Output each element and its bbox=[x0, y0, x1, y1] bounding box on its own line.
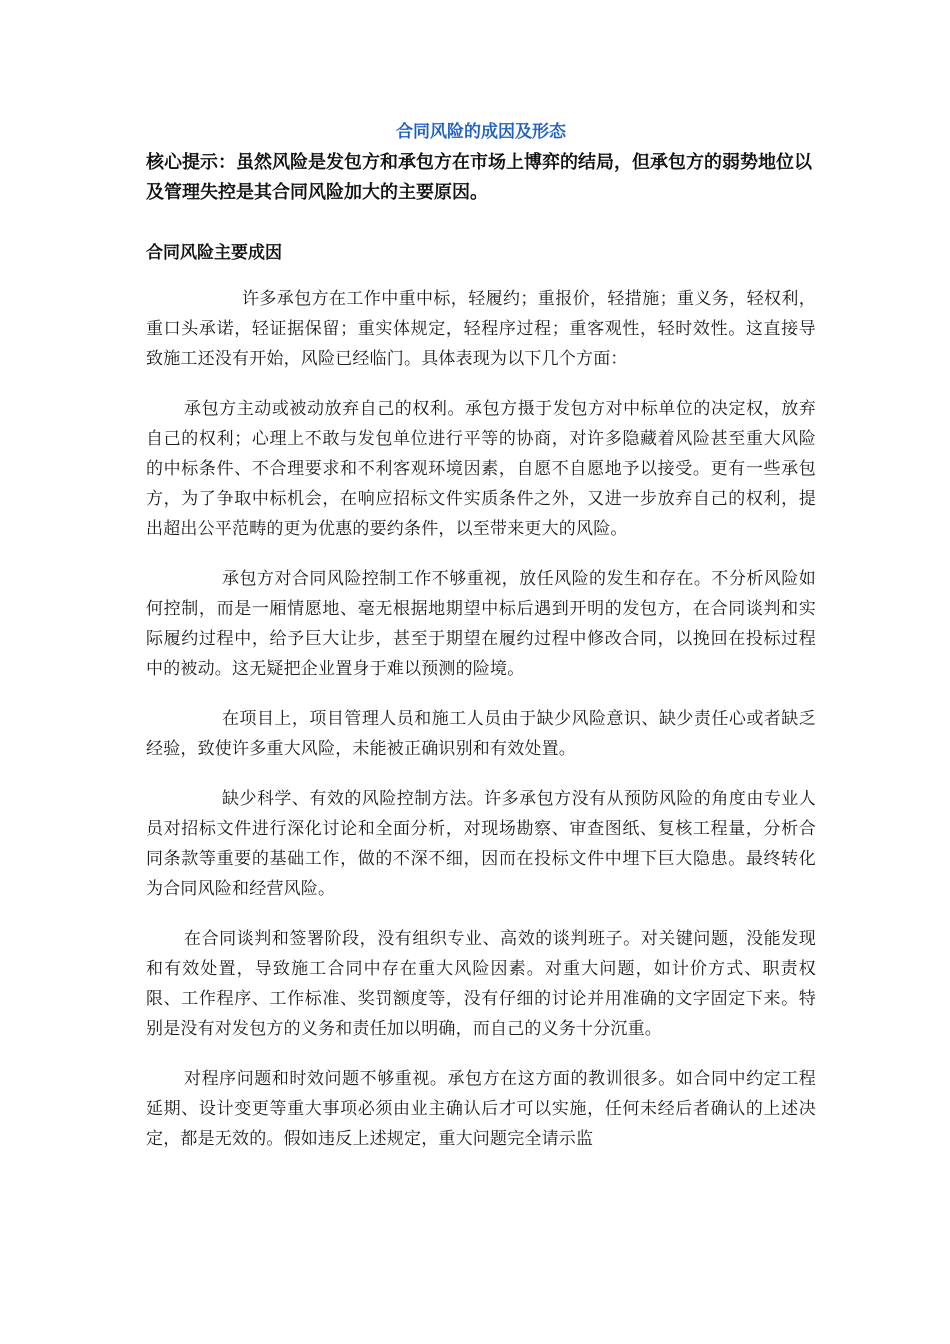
paragraph-project-staff: 在项目上，项目管理人员和施工人员由于缺少风险意识、缺少责任心或者缺乏经验，致使许多重大风险，未能被正确识别和有效处置。 bbox=[146, 709, 816, 759]
paragraph-procedure-timeliness: 对程序问题和时效问题不够重视。承包方在这方面的教训很多。如合同中约定工程延期、设计变更等重大事项必须由业主确认后才可以实施，任何未经后者确认的上述决定，都是无效的。假如违反上述规定，重大问题完全请示监 bbox=[146, 1069, 816, 1149]
document-page bbox=[146, 120, 816, 1174]
paragraph-intro: 许多承包方在工作中重中标，轻履约；重报价，轻措施；重义务，轻权利，重口头承诺，轻证据保留；重实体规定，轻程序过程；重客观性，轻时效性。这直接导致施工还没有开始，风险已经临门。具体表现为以下几个方面： bbox=[146, 289, 816, 369]
paragraph-control-methods: 缺少科学、有效的风险控制方法。许多承包方没有从预防风险的角度由专业人员对招标文件进行深化讨论和全面分析，对现场勘察、审查图纸、复核工程量，分析合同条款等重要的基础工作，做的不深不细，因而在投标文件中埋下巨大隐患。最终转化为合同风险和经营风险。 bbox=[146, 789, 816, 899]
paragraph-negotiation: 在合同谈判和签署阶段，没有组织专业、高效的谈判班子。对关键问题，没能发现和有效处置，导致施工合同中存在重大风险因素。对重大问题，如计价方式、职责权限、工作程序、工作标准、奖罚额度等，没有仔细的讨论并用准确的文字固定下来。特别是没有对发包方的义务和责任加以明确，而自己的义务十分沉重。 bbox=[146, 929, 816, 1039]
paragraph-rights-waived: 承包方主动或被动放弃自己的权利。承包方摄于发包方对中标单位的决定权，放弃自己的权利；心理上不敢与发包单位进行平等的协商，对许多隐藏着风险甚至重大风险的中标条件、不合理要求和不利客观环境因素，自愿不自愿地予以接受。更有一些承包方，为了争取中标机会，在响应招标文件实质条件之外，又进一步放弃自己的权利，提出超出公平范畴的更为优惠的要约条件，以至带来更大的风险。 bbox=[146, 399, 816, 539]
section-heading: 合同风险主要成因 bbox=[146, 243, 282, 263]
document-title: 合同风险的成因及形态 bbox=[396, 122, 566, 142]
core-summary: 核心提示：虽然风险是发包方和承包方在市场上博弈的结局，但承包方的弱势地位以及管理失控是其合同风险加大的主要原因。 bbox=[146, 152, 812, 203]
paragraph-risk-neglect: 承包方对合同风险控制工作不够重视，放任风险的发生和存在。不分析风险如何控制，而是一厢情愿地、毫无根据地期望中标后遇到开明的发包方，在合同谈判和实际履约过程中，给予巨大让步，甚至于期望在履约过程中修改合同，以挽回在投标过程中的被动。这无疑把企业置身于难以预测的险境。 bbox=[146, 569, 816, 679]
